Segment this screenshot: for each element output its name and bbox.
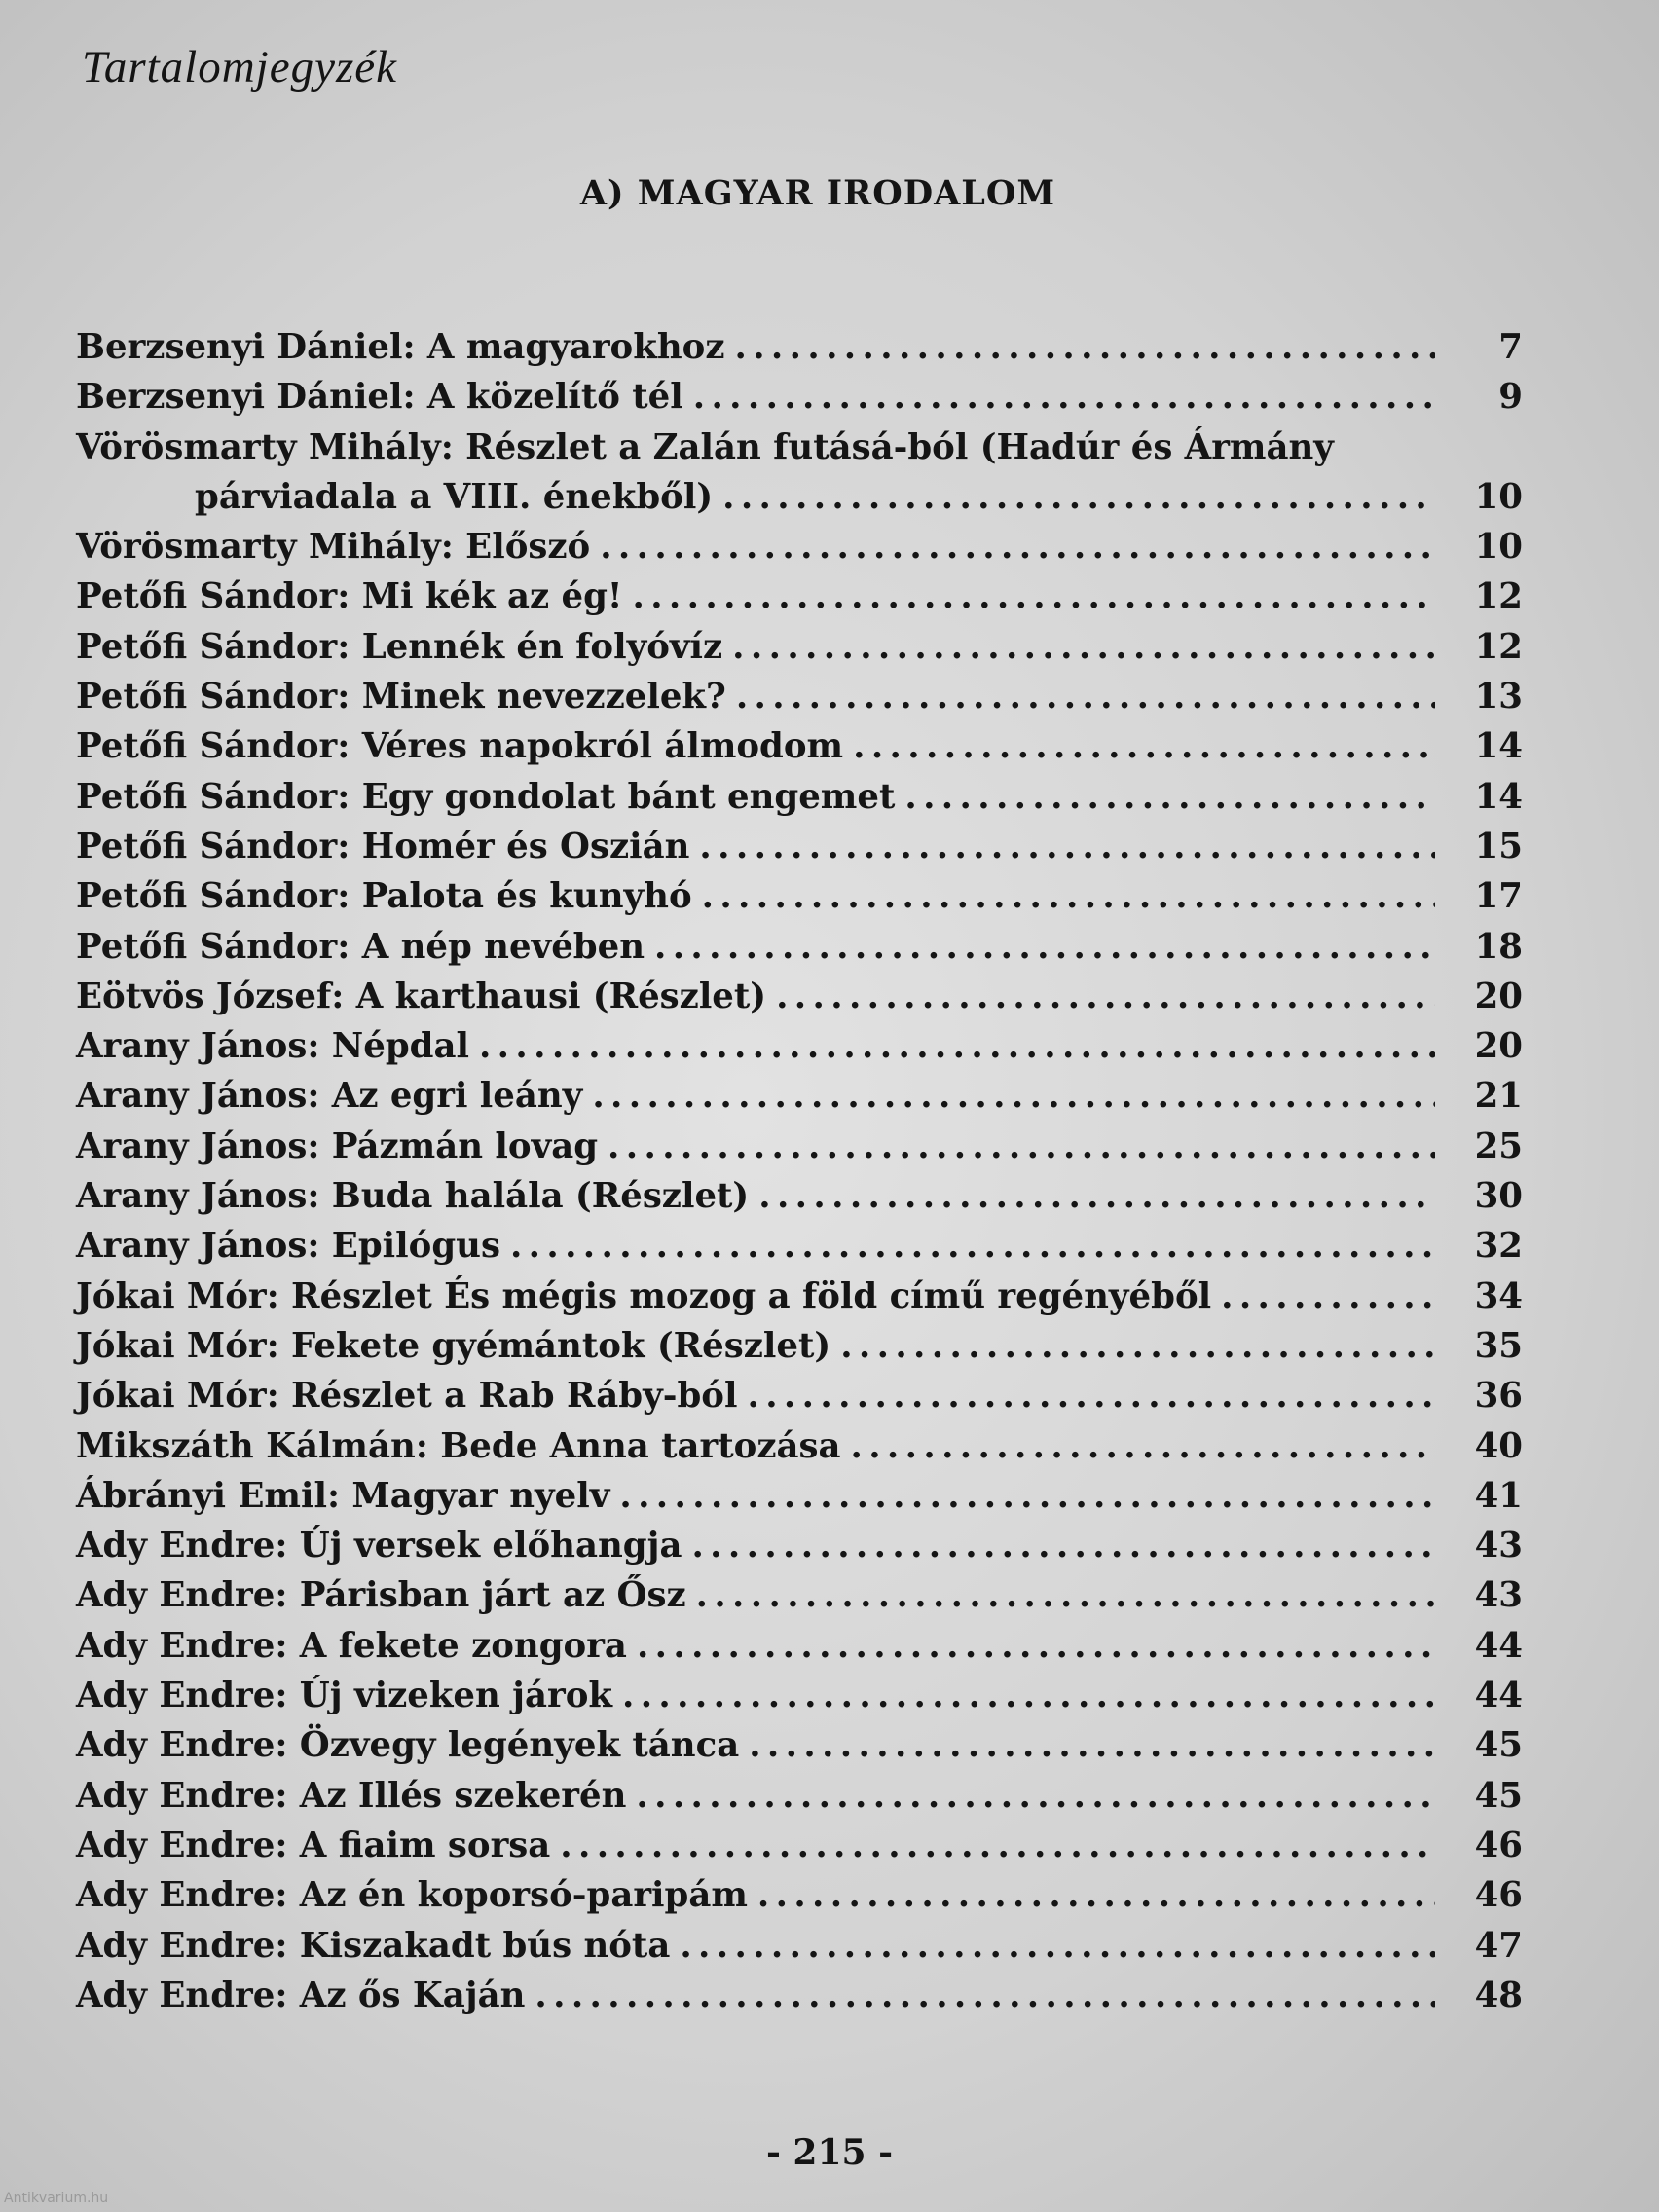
dot-leader [747,1371,1435,1420]
toc-entry-page: 48 [1474,1974,1523,2015]
toc-entry [76,1471,1523,1521]
toc-entry-page: 34 [1474,1275,1523,1316]
toc-entry-title: Arany János: Buda halála (Részlet) [76,1176,750,1217]
toc-entry-page: 46 [1474,1825,1523,1865]
toc-entry-page: 12 [1474,626,1523,667]
dot-leader [904,772,1435,822]
toc-entry-title: Ady Endre: Új versek előhangja [76,1526,682,1567]
toc-entry [76,1821,1523,1870]
toc-entry [76,672,1523,721]
toc-entry-page: 36 [1474,1376,1523,1417]
toc-entry [76,972,1523,1021]
toc-entry-title: Ady Endre: A fiaim sorsa [76,1825,551,1865]
toc-entry-title: Arany János: Népdal [76,1026,469,1067]
dot-leader [732,622,1435,672]
dot-leader [560,1821,1435,1870]
toc-entry-title: Berzsenyi Dániel: A magyarokhoz [76,327,725,367]
toc-entry [76,1720,1523,1770]
toc-entry-page: 44 [1474,1676,1523,1716]
toc-entry [76,822,1523,871]
toc-entry-title: Jókai Mór: Fekete gyémántok (Részlet) [76,1325,831,1366]
dot-leader [696,1570,1435,1620]
toc-entry-title: Ady Endre: A fekete zongora [76,1625,627,1666]
toc-entry-page: 13 [1474,677,1523,718]
toc-entry-page: 10 [1474,476,1523,517]
toc-entry-title: Ábrányi Emil: Magyar nyelv [76,1475,610,1516]
toc-entry-title: Arany János: Epilógus [76,1226,500,1267]
toc-entry [76,571,1523,621]
toc-entry [76,922,1523,972]
toc-entry-page: 20 [1474,1026,1523,1067]
dot-leader [637,1621,1435,1671]
dot-leader [853,721,1435,771]
toc-entry-title: Ady Endre: Új vizeken járok [76,1676,612,1716]
toc-entry [76,522,1523,571]
toc-entry-title: Jókai Mór: Részlet a Rab Ráby-ból [76,1376,738,1417]
toc-entry [76,1071,1523,1121]
dot-leader [479,1021,1435,1071]
toc-entry [76,1221,1523,1271]
toc-entry-page: 30 [1474,1176,1523,1217]
toc-entry [76,1421,1523,1471]
toc-entry [76,1272,1523,1321]
toc-entry-title: Petőfi Sándor: Minek nevezzelek? [76,677,726,718]
dot-leader [702,871,1435,921]
toc-entry-title: Vörösmarty Mihály: Előszó [76,527,591,568]
dot-leader [693,372,1435,422]
toc-entry-title: Petőfi Sándor: Homér és Oszián [76,826,690,866]
page-number: - 215 - [765,2132,894,2173]
toc-entry-page: 43 [1474,1526,1523,1567]
toc-entry-page: 46 [1474,1875,1523,1916]
watermark-text: Antikvarium.hu [4,2191,109,2206]
dot-leader [592,1071,1435,1121]
dot-leader [840,1321,1435,1371]
toc-entry-page: 32 [1474,1226,1523,1267]
toc-entry [76,622,1523,672]
toc-entry-title: Ady Endre: Az Illés szekerén [76,1775,627,1816]
toc-entry [76,1321,1523,1371]
toc-entry-title: Ady Endre: Párisban járt az Ősz [76,1575,686,1616]
toc-entry-title: Petőfi Sándor: Lennék én folyóvíz [76,626,723,667]
toc-entry-page: 40 [1474,1425,1523,1466]
dot-leader [535,1971,1435,2020]
dot-leader [722,472,1435,522]
toc-entry-title: Berzsenyi Dániel: A közelítő tél [76,377,683,418]
toc-entry [76,1021,1523,1071]
dot-leader [619,1471,1435,1521]
toc-entry-page: 12 [1474,576,1523,617]
table-of-contents [76,322,1523,2020]
toc-entry [76,1870,1523,1920]
toc-entry [76,871,1523,921]
toc-entry [76,1122,1523,1171]
toc-entry-title: Eötvös József: A karthausi (Részlet) [76,976,767,1016]
toc-entry-title: Mikszáth Kálmán: Bede Anna tartozása [76,1425,841,1466]
toc-entry-page: 44 [1474,1625,1523,1666]
dot-leader [749,1720,1435,1770]
toc-entry-page: 45 [1474,1775,1523,1816]
section-title: A) MAGYAR IRODALOM [579,173,1056,213]
dot-leader [691,1521,1435,1570]
toc-entry [76,1371,1523,1420]
dot-leader [632,571,1435,621]
toc-entry-title: Petőfi Sándor: Egy gondolat bánt engemet [76,776,896,817]
dot-leader [622,1671,1435,1720]
toc-entry-page: 43 [1474,1575,1523,1616]
toc-entry-title: Ady Endre: Özvegy legények tánca [76,1725,740,1766]
dot-leader [510,1221,1435,1271]
toc-entry-page: 18 [1474,926,1523,967]
toc-entry-page: 47 [1474,1925,1523,1966]
toc-entry-title: Petőfi Sándor: Mi kék az ég! [76,576,623,617]
toc-entry [76,721,1523,771]
toc-entry-title-continuation: párviadala a VIII. énekből) [195,476,714,517]
dot-leader [758,1171,1435,1221]
toc-entry-title: Jókai Mór: Részlet És mégis mozog a föld című regényéből [76,1275,1212,1316]
toc-entry [76,1771,1523,1821]
toc-entry [76,1521,1523,1570]
toc-entry-page: 7 [1498,327,1523,367]
toc-entry-page: 45 [1474,1725,1523,1766]
toc-entry [76,1171,1523,1221]
toc-entry [76,1671,1523,1720]
dot-leader [699,822,1435,871]
dot-leader [851,1421,1436,1471]
toc-entry-page: 14 [1474,726,1523,767]
toc-entry-title: Ady Endre: Kiszakadt bús nóta [76,1925,671,1966]
toc-entry-page: 35 [1474,1325,1523,1366]
dot-leader [734,322,1435,372]
dot-leader [757,1870,1435,1920]
toc-entry-title: Ady Endre: Az ős Kaján [76,1974,526,2015]
toc-entry-page: 20 [1474,976,1523,1016]
toc-entry-continuation-line [76,472,1523,522]
toc-entry-title: Arany János: Az egri leány [76,1076,583,1117]
toc-entry-title: Petőfi Sándor: Véres napokról álmodom [76,726,844,767]
dot-leader [654,922,1435,972]
toc-entry-page: 21 [1474,1076,1523,1117]
toc-entry-title: Ady Endre: Az én koporsó-paripám [76,1875,748,1916]
toc-entry [76,772,1523,822]
dot-leader [776,972,1435,1021]
toc-entry-page: 15 [1474,826,1523,866]
toc-entry-page: 25 [1474,1125,1523,1166]
dot-leader [600,522,1435,571]
dot-leader [636,1771,1435,1821]
toc-entry [76,1570,1523,1620]
toc-entry [76,322,1523,372]
toc-entry [76,372,1523,422]
toc-entry-title: Petőfi Sándor: A nép nevében [76,926,645,967]
toc-entry [76,1971,1523,2020]
dot-leader [1221,1272,1435,1321]
running-head: Tartalomjegyzék [82,42,397,92]
toc-entry-title: Petőfi Sándor: Palota és kunyhó [76,876,692,917]
toc-entry-title: Arany János: Pázmán lovag [76,1125,599,1166]
toc-entry-page: 17 [1474,876,1523,917]
toc-entry [76,423,1523,523]
toc-entry-page: 41 [1474,1475,1523,1516]
toc-entry [76,1921,1523,1971]
toc-entry-page: 9 [1498,377,1523,418]
dot-leader [736,672,1435,721]
toc-entry-page: 14 [1474,776,1523,817]
toc-entry-title: Vörösmarty Mihály: Részlet a Zalán futásá-ból (Hadúr és Ármány [76,426,1334,467]
dot-leader [608,1122,1435,1171]
toc-entry-page: 10 [1474,527,1523,568]
dot-leader [680,1921,1435,1971]
toc-entry [76,1621,1523,1671]
